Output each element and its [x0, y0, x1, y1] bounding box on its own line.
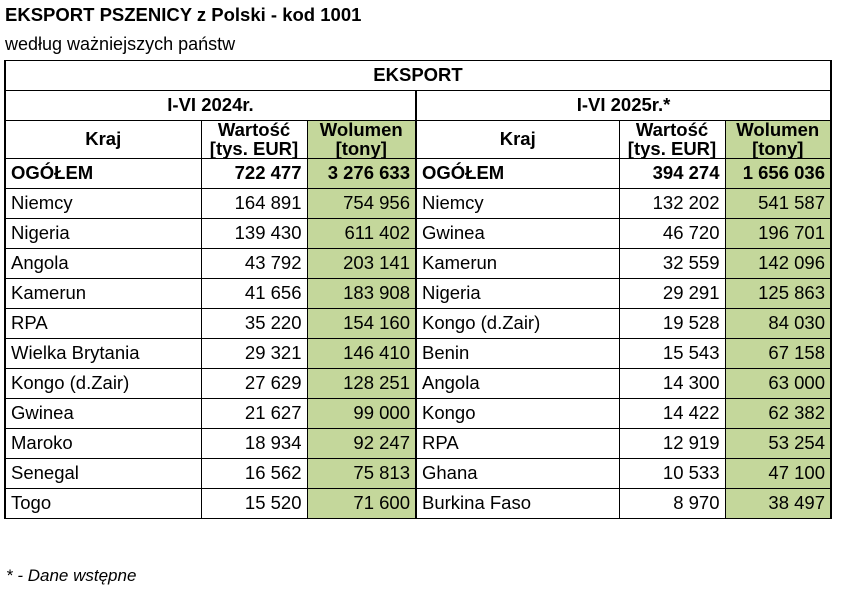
col-header-value-right: [619, 121, 725, 159]
col-header-value-line1: Wartość: [635, 120, 709, 140]
cell-value-left: 41 656: [201, 279, 307, 309]
total-volume-right: 1 656 036: [725, 159, 831, 189]
col-header-value-line1: Wartość: [217, 120, 291, 140]
total-volume-left: 3 276 633: [307, 159, 416, 189]
cell-value-left: 15 520: [201, 489, 307, 519]
col-header-country-left: Kraj: [5, 121, 201, 159]
cell-country-left: Gwinea: [5, 399, 201, 429]
cell-value-left: 43 792: [201, 249, 307, 279]
total-label-left: OGÓŁEM: [5, 159, 201, 189]
cell-country-left: Kongo (d.Zair): [5, 369, 201, 399]
cell-value-left: 18 934: [201, 429, 307, 459]
col-header-value-left: [201, 121, 307, 159]
cell-value-right: 19 528: [619, 309, 725, 339]
cell-country-right: Angola: [416, 369, 619, 399]
col-header-value-line2: [tys. EUR]: [209, 137, 299, 159]
cell-country-left: Senegal: [5, 459, 201, 489]
cell-volume-left: 92 247: [307, 429, 416, 459]
period-right-header: I-VI 2025r.*: [416, 91, 831, 121]
cell-volume-right: 125 863: [725, 279, 831, 309]
cell-country-left: Maroko: [5, 429, 201, 459]
cell-value-left: 29 321: [201, 339, 307, 369]
cell-value-left: 27 629: [201, 369, 307, 399]
cell-volume-right: 67 158: [725, 339, 831, 369]
cell-volume-left: 203 141: [307, 249, 416, 279]
cell-value-right: 15 543: [619, 339, 725, 369]
cell-country-left: RPA: [5, 309, 201, 339]
cell-volume-right: 142 096: [725, 249, 831, 279]
cell-country-left: Wielka Brytania: [5, 339, 201, 369]
total-label-right: OGÓŁEM: [416, 159, 619, 189]
cell-volume-right: 47 100: [725, 459, 831, 489]
cell-volume-right: 62 382: [725, 399, 831, 429]
table-header-export: EKSPORT: [5, 61, 831, 91]
table-row: [5, 249, 831, 279]
page-title: EKSPORT PSZENICY z Polski - kod 1001: [5, 4, 362, 25]
table-row: [5, 309, 831, 339]
col-header-volume-left: [307, 121, 416, 159]
cell-country-right: Ghana: [416, 459, 619, 489]
cell-value-left: 164 891: [201, 189, 307, 219]
cell-volume-left: 154 160: [307, 309, 416, 339]
cell-country-right: Burkina Faso: [416, 489, 619, 519]
cell-value-right: 132 202: [619, 189, 725, 219]
cell-country-left: Nigeria: [5, 219, 201, 249]
cell-country-right: Kongo: [416, 399, 619, 429]
cell-volume-left: 99 000: [307, 399, 416, 429]
col-header-country-right: Kraj: [416, 121, 619, 159]
table-row: [5, 279, 831, 309]
cell-volume-left: 75 813: [307, 459, 416, 489]
cell-country-right: Nigeria: [416, 279, 619, 309]
col-header-volume-line1: Wolumen: [319, 120, 403, 140]
col-header-volume-line2: [tony]: [335, 137, 387, 159]
cell-volume-left: 146 410: [307, 339, 416, 369]
cell-country-right: RPA: [416, 429, 619, 459]
total-value-right: 394 274: [619, 159, 725, 189]
page-subtitle: według ważniejszych państw: [5, 34, 236, 54]
col-header-volume-line2: [tony]: [752, 137, 804, 159]
cell-country-left: Kamerun: [5, 279, 201, 309]
cell-value-right: 14 422: [619, 399, 725, 429]
cell-volume-right: 38 497: [725, 489, 831, 519]
table-row: [5, 369, 831, 399]
cell-country-right: Benin: [416, 339, 619, 369]
cell-value-right: 29 291: [619, 279, 725, 309]
cell-volume-left: 128 251: [307, 369, 416, 399]
table-row: [5, 189, 831, 219]
cell-country-left: Togo: [5, 489, 201, 519]
cell-volume-right: 196 701: [725, 219, 831, 249]
table-row: [5, 429, 831, 459]
table-row: [5, 339, 831, 369]
export-table: [4, 60, 832, 519]
cell-value-right: 46 720: [619, 219, 725, 249]
table-row: [5, 459, 831, 489]
cell-value-left: 139 430: [201, 219, 307, 249]
table-row: [5, 219, 831, 249]
cell-country-right: Niemcy: [416, 189, 619, 219]
cell-volume-left: 754 956: [307, 189, 416, 219]
col-header-value-line2: [tys. EUR]: [627, 137, 717, 159]
cell-value-right: 10 533: [619, 459, 725, 489]
cell-value-left: 35 220: [201, 309, 307, 339]
cell-volume-left: 183 908: [307, 279, 416, 309]
cell-country-right: Gwinea: [416, 219, 619, 249]
cell-value-right: 32 559: [619, 249, 725, 279]
cell-volume-right: 53 254: [725, 429, 831, 459]
cell-country-right: Kongo (d.Zair): [416, 309, 619, 339]
col-header-volume-line1: Wolumen: [736, 120, 820, 140]
cell-value-right: 12 919: [619, 429, 725, 459]
col-header-volume-right: [725, 121, 831, 159]
cell-value-right: 8 970: [619, 489, 725, 519]
table-row: [5, 489, 831, 519]
period-left-header: I-VI 2024r.: [5, 91, 416, 121]
cell-volume-right: 84 030: [725, 309, 831, 339]
cell-volume-left: 71 600: [307, 489, 416, 519]
table-row: [5, 399, 831, 429]
cell-volume-right: 63 000: [725, 369, 831, 399]
cell-country-right: Kamerun: [416, 249, 619, 279]
cell-country-left: Niemcy: [5, 189, 201, 219]
cell-value-right: 14 300: [619, 369, 725, 399]
cell-country-left: Angola: [5, 249, 201, 279]
cell-value-left: 16 562: [201, 459, 307, 489]
footnote: * - Dane wstępne: [6, 566, 137, 585]
total-value-left: 722 477: [201, 159, 307, 189]
cell-value-left: 21 627: [201, 399, 307, 429]
cell-volume-left: 611 402: [307, 219, 416, 249]
cell-volume-right: 541 587: [725, 189, 831, 219]
